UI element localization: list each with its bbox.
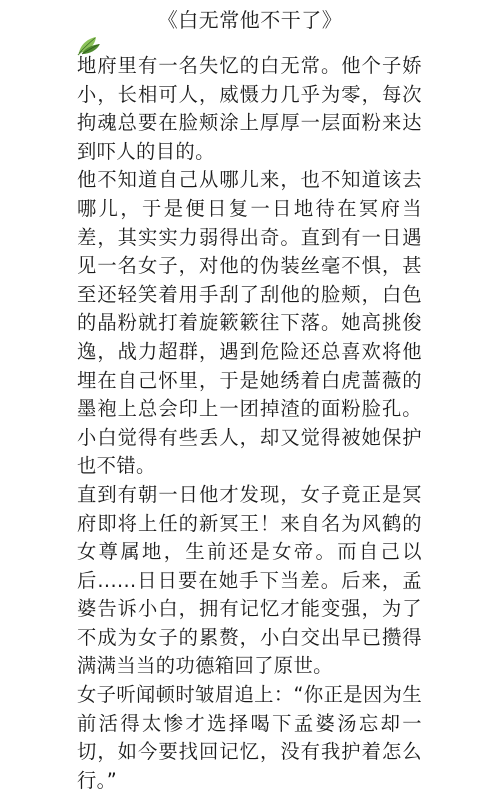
paragraph: 他不知道自己从哪儿来，也不知道该去哪儿，于是便日复一日地待在冥府当差，其实实力弱得出奇。直到有一日遇见一名女子，对他的伪装丝毫不惧，甚至还轻笑着用手刮了刮他的脸颊，白色的晶粉就打着旋簌簌往下落。她高挑俊逸，战力超群，遇到危险还总喜欢将他埋在自己怀里，于是她绣着白虎蔷薇的墨袍上总会印上一团掉渣的面粉脸孔。小白觉得有些丢人，却又觉得被她保护也不错。 (77, 168, 422, 478)
paragraph: 直到有朝一日他才发现，女子竟正是冥府即将上任的新冥王！来自名为风鹤的女尊属地，生前还是女帝。而自己以后......日日要在她手下当差。后来，孟婆告诉小白，拥有记忆才能变强，为了不成为女子的累赘，小白交出早已攒得满满当当的功德箱回了原世。 (77, 482, 422, 678)
paragraph: 女子听闻顿时皱眉追上：“你正是因为生前活得太惨才选择喝下孟婆汤忘却一切，如今要找回记忆，没有我护着怎么行。” (77, 683, 422, 792)
book-title: 《白无常他不干了》 (157, 8, 343, 32)
story-body (77, 52, 422, 795)
paragraph: 地府里有一名失忆的白无常。他个子娇小，长相可人，威慑力几乎为零，每次拘魂总要在脸颊涂上厚厚一层面粉来达到吓人的目的。 (77, 54, 422, 163)
